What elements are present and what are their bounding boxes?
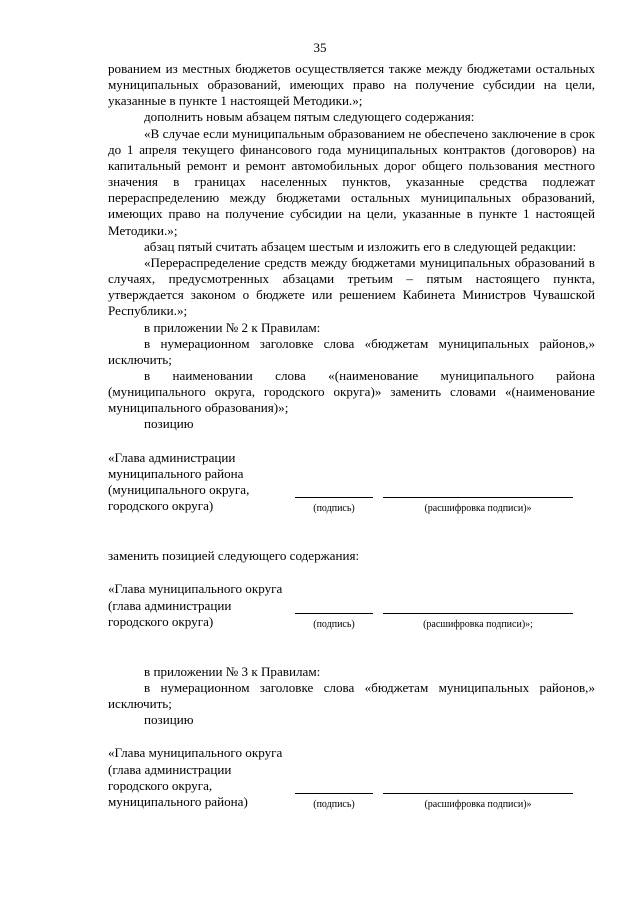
signature-title: «Глава муниципального округа (глава администрации городского округа, муниципального района) (108, 745, 283, 809)
signature-block-original (108, 450, 595, 515)
signature-caption: (подпись) (313, 618, 355, 630)
paragraph: позицию (144, 416, 194, 432)
paragraph: в нумерационном заголовке слова «бюджетам муниципальных районов,» исключить; (108, 335, 595, 367)
name-line (383, 793, 573, 794)
name-line (383, 497, 573, 498)
name-caption: (расшифровка подписи)» (424, 503, 532, 515)
signature-caption: (подпись) (313, 503, 355, 515)
paragraph: в приложении № 2 к Правилам: (144, 319, 321, 335)
paragraph: в приложении № 3 к Правилам: (144, 663, 321, 679)
paragraph: дополнить новым абзацем пятым следующего содержания: (144, 109, 475, 125)
paragraph: в нумерационном заголовке слова «бюджетам муниципальных районов,» исключить; (108, 680, 595, 712)
paragraph: «В случае если муниципальным образованием не обеспечено заключение в срок до 1 апреля текущего финансового года муниципальных контрактов (договоров) на капитальный ремонт и ремонт автомобильных дорог общего пользования местного значения в границах населенных пунктов, указанные средства подлежат перераспределению между бюджетами остальных муниципальных образований, имеющих право на получение субсидии на цели, указанные в пункте 1 настоящей Методики.»; (108, 125, 595, 238)
signature-title: «Глава администрации муниципального района (муниципального округа, городского округа) (108, 449, 250, 514)
paragraph: «Перераспределение средств между бюджетами муниципальных образований в случаях, предусмотренных абзацами третьим – пятым настоящего пункта, утверждается законом о бюджете или решением Кабинета Министров Чувашской Республики.»; (108, 254, 595, 319)
signature-line (295, 613, 373, 614)
name-line (383, 613, 573, 614)
signature-line (295, 497, 373, 498)
signature-line (295, 793, 373, 794)
paragraph: заменить позицией следующего содержания: (108, 548, 360, 564)
document-body (108, 61, 595, 810)
signature-block-appendix-3 (108, 745, 595, 810)
paragraph: в наименовании слова «(наименование муниципального района (муниципального округа, городского округа)» заменить словами «(наименование муниципального образования)»; (108, 367, 595, 416)
page-number: 35 (313, 40, 327, 55)
name-caption: (расшифровка подписи)»; (423, 618, 533, 630)
paragraph: позицию (144, 712, 194, 728)
signature-block-replacement (108, 581, 595, 629)
signature-title: «Глава муниципального округа (глава администрации городского округа) (108, 581, 283, 629)
signature-caption: (подпись) (313, 799, 355, 811)
paragraph: рованием из местных бюджетов осуществляется также между бюджетами остальных муниципальных образований, имеющих право на получение субсидии на цели, указанные в пункте 1 настоящей Методики.»; (108, 61, 595, 109)
paragraph: абзац пятый считать абзацем шестым и изложить его в следующей редакции: (144, 238, 577, 254)
name-caption: (расшифровка подписи)» (424, 799, 532, 811)
